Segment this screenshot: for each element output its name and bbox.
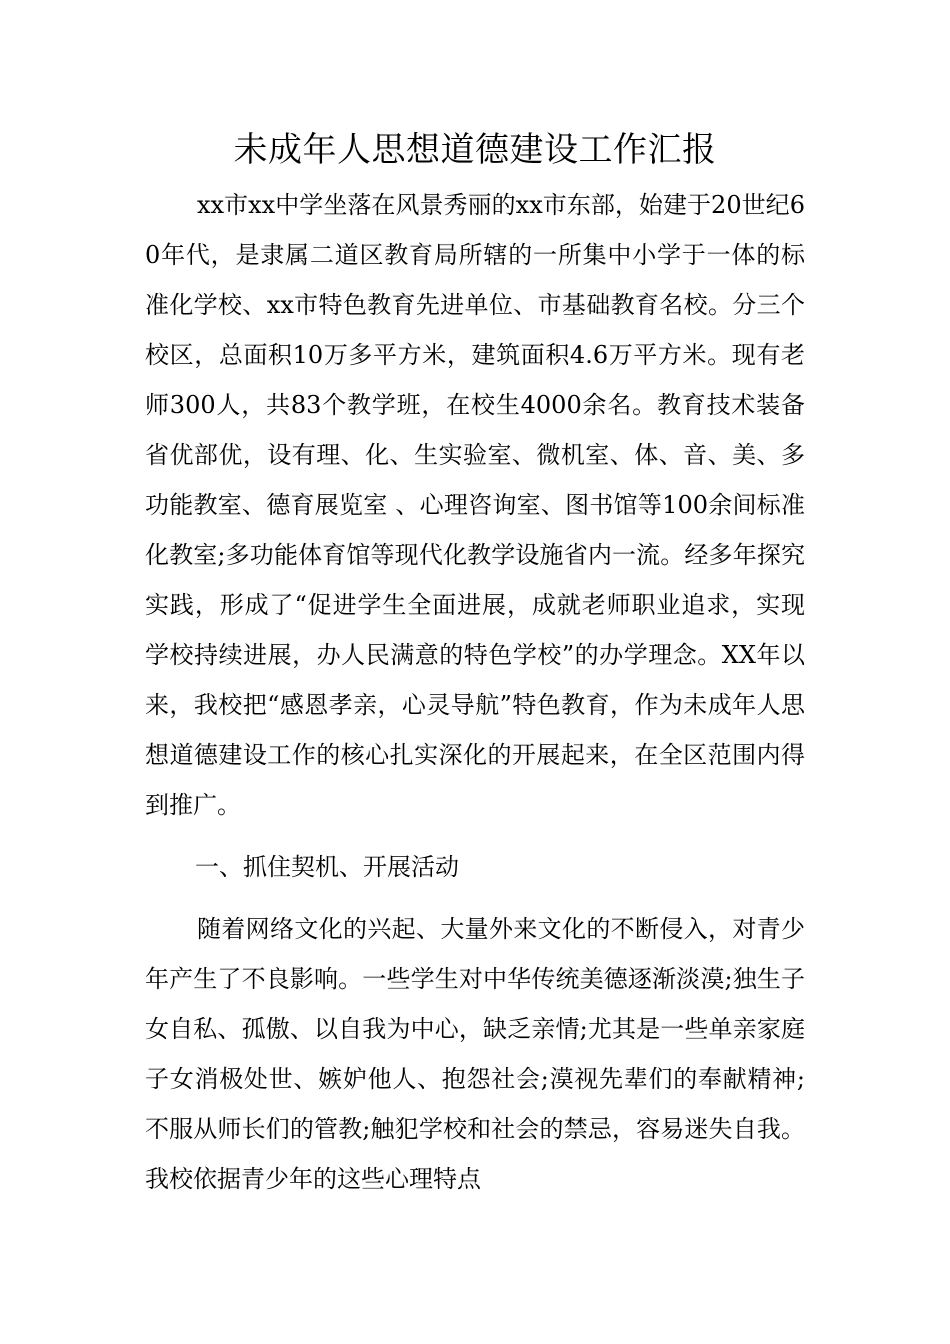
section-heading-1: 一、抓住契机、开展活动 <box>195 853 459 881</box>
document-page <box>145 120 805 1204</box>
document-title: 未成年人思想道德建设工作汇报 <box>233 130 717 170</box>
paragraph-school-intro: xx市xx中学坐落在风景秀丽的xx市东部，始建于20世纪60年代，是隶属二道区教育局所辖的一所集中小学于一体的标准化学校、xx市特色教育先进单位、市基础教育名校。分三个校区，总面积10万多平方米，建筑面积4.6万平方米。现有老师300人，共83个教学班，在校生4000余名。教育技术装备省优部优，设有理、化、生实验室、微机室、体、音、美、多功能教室、德育展览室 、心理咨询室、图书馆等100余间标准化教室;多功能体育馆等现代化教学设施省内一流。经多年探究实践，形成了“促进学生全面进展，成就老师职业追求，实现学校持续进展，办人民满意的特色学校”的办学理念。XX年以来，我校把“感恩孝亲，心灵导航”特色教育，作为未成年人思想道德建设工作的核心扎实深化的开展起来，在全区范围内得到推广。 <box>145 191 805 819</box>
paragraph-background: 随着网络文化的兴起、大量外来文化的不断侵入，对青少年产生了不良影响。一些学生对中华传统美德逐渐淡漠;独生子女自私、孤傲、以自我为中心，缺乏亲情;尤其是一些单亲家庭子女消极处世、嫉妒他人、抱怨社会;漠视先辈们的奉献精神;不服从师长们的管教;触犯学校和社会的禁忌，容易迷失自我。我校依据青少年的这些心理特点 <box>145 915 805 1193</box>
paragraph-gap <box>145 830 805 842</box>
paragraph-gap <box>145 892 805 904</box>
